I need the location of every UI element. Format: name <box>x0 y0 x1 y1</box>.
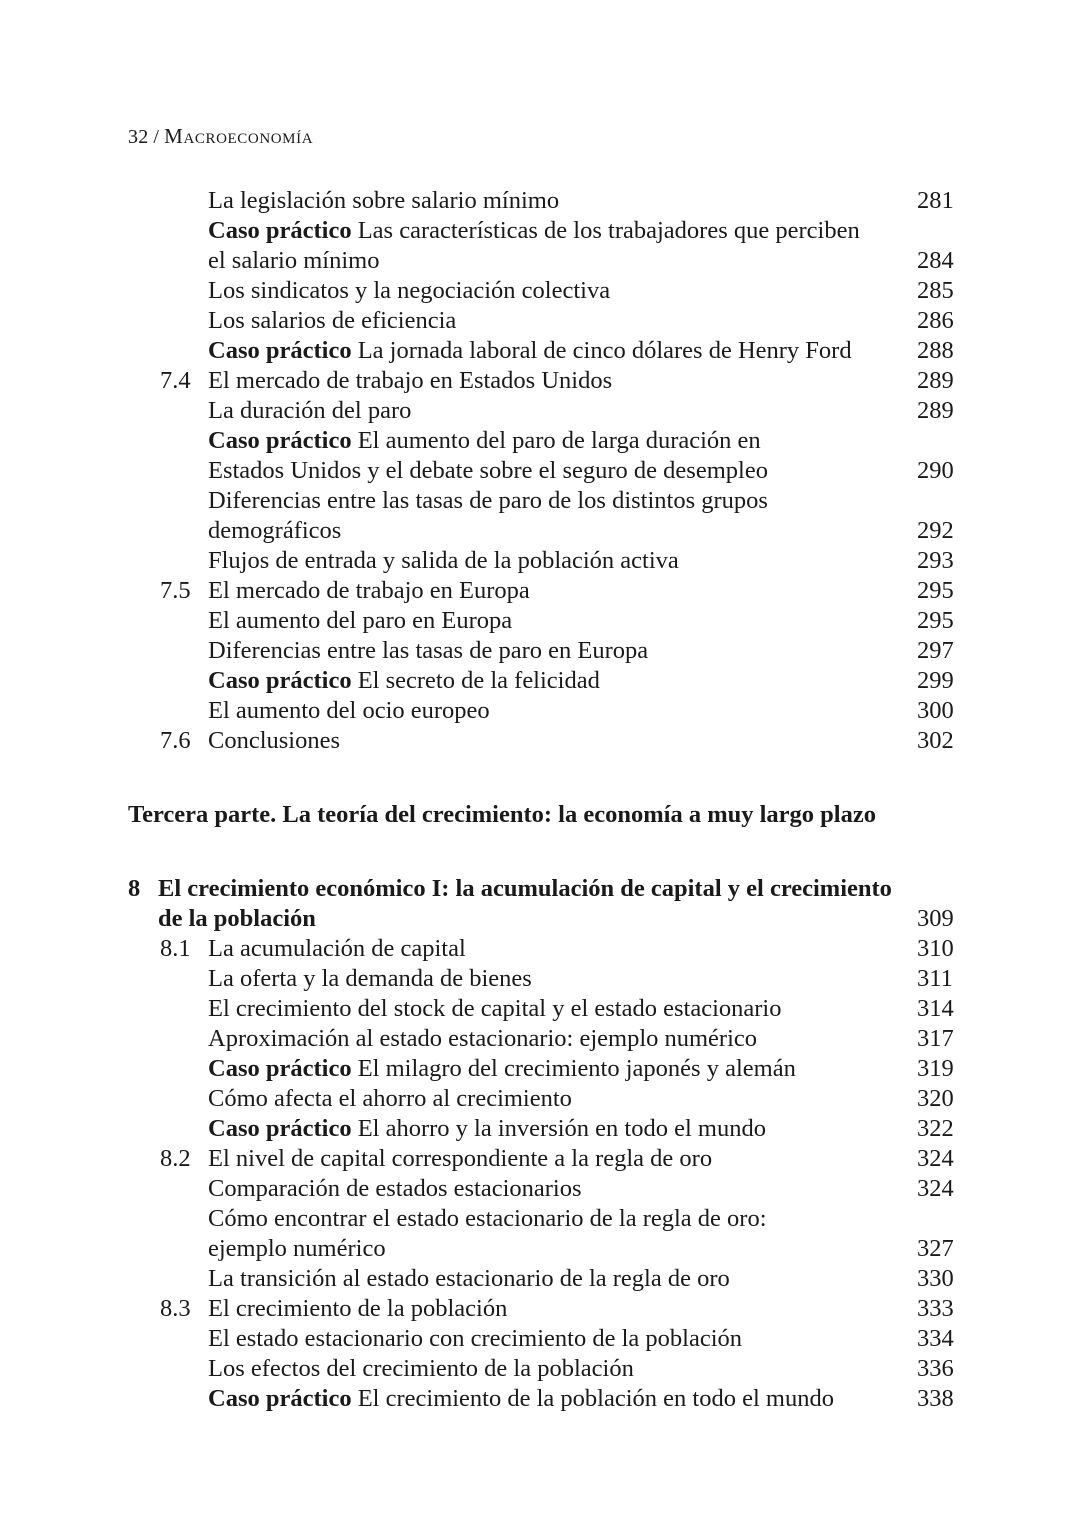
toc-section-number: 7.6 <box>160 727 191 754</box>
toc-row[interactable] <box>0 336 1080 366</box>
toc-row[interactable] <box>0 1054 1080 1084</box>
toc-row[interactable] <box>0 426 1080 456</box>
toc-entry-label: El estado estacionario con crecimiento de la población <box>208 1325 743 1352</box>
part-heading-label: Tercera parte. La teoría del crecimiento: la economía a muy largo plazo <box>128 801 876 828</box>
toc-page-number: 317 <box>917 1025 954 1052</box>
toc-section-chapter-7 <box>0 186 1080 756</box>
toc-row[interactable] <box>0 666 1080 696</box>
toc-row[interactable] <box>0 1174 1080 1204</box>
toc-entry-label: La legislación sobre salario mínimo <box>208 187 560 214</box>
toc-entry-label: Los salarios de eficiencia <box>208 307 457 334</box>
toc-page-number: 327 <box>917 1235 954 1262</box>
toc-row[interactable] <box>0 1024 1080 1054</box>
toc-entry-label: Caso práctico La jornada laboral de cinco dólares de Henry Ford <box>208 337 852 364</box>
book-title: Macroeconomía <box>164 124 314 148</box>
toc-page-number: 285 <box>917 277 954 304</box>
toc-page-number: 300 <box>917 697 954 724</box>
toc-entry-label: Estados Unidos y el debate sobre el seguro de desempleo <box>208 457 768 484</box>
toc-page-number: 333 <box>917 1295 954 1322</box>
toc-entry-label: La acumulación de capital <box>208 935 466 962</box>
toc-entry-label: Cómo afecta el ahorro al crecimiento <box>208 1085 572 1112</box>
toc-row[interactable] <box>0 1204 1080 1234</box>
toc-entry-label: Caso práctico El ahorro y la inversión en todo el mundo <box>208 1115 766 1142</box>
toc-row[interactable] <box>0 516 1080 546</box>
toc-entry-label: El crecimiento de la población <box>208 1295 508 1322</box>
toc-row[interactable] <box>0 486 1080 516</box>
toc-section-number: 8.2 <box>160 1145 191 1172</box>
toc-entry-label: El nivel de capital correspondiente a la regla de oro <box>208 1145 713 1172</box>
toc-row[interactable] <box>0 186 1080 216</box>
toc-row[interactable] <box>0 1324 1080 1354</box>
toc-entry-label: Caso práctico El milagro del crecimiento japonés y alemán <box>208 1055 796 1082</box>
running-head <box>128 124 313 149</box>
toc-row[interactable] <box>0 696 1080 726</box>
chapter-title-line-2: de la población <box>158 905 316 932</box>
toc-entry-label: Diferencias entre las tasas de paro en Europa <box>208 637 649 664</box>
toc-entry-label: Comparación de estados estacionarios <box>208 1175 582 1202</box>
toc-page-number: 284 <box>917 247 954 274</box>
toc-row[interactable] <box>0 726 1080 756</box>
page-folio: 32 <box>128 126 149 148</box>
toc-entry-label: El aumento del paro en Europa <box>208 607 513 634</box>
toc-page-number: 336 <box>917 1355 954 1382</box>
toc-row[interactable] <box>0 1234 1080 1264</box>
toc-page-number: 320 <box>917 1085 954 1112</box>
case-study-lead: Caso práctico <box>208 1385 352 1412</box>
toc-row[interactable] <box>0 216 1080 246</box>
toc-entry-label: El mercado de trabajo en Europa <box>208 577 530 604</box>
case-study-lead: Caso práctico <box>208 427 352 454</box>
toc-row[interactable] <box>0 964 1080 994</box>
case-study-lead: Caso práctico <box>208 337 352 364</box>
toc-row[interactable] <box>0 366 1080 396</box>
toc-page-number: 290 <box>917 457 954 484</box>
toc-entry-label: La transición al estado estacionario de la regla de oro <box>208 1265 730 1292</box>
toc-row[interactable] <box>0 306 1080 336</box>
toc-page-number: 311 <box>917 965 953 992</box>
toc-row[interactable] <box>0 396 1080 426</box>
toc-section-number: 8.3 <box>160 1295 191 1322</box>
toc-page-number: 289 <box>917 367 954 394</box>
toc-page-number: 310 <box>917 935 954 962</box>
toc-entry-label: Diferencias entre las tasas de paro de los distintos grupos <box>208 487 768 514</box>
toc-page-number: 330 <box>917 1265 954 1292</box>
table-of-contents <box>0 186 1080 1414</box>
toc-entry-label: El aumento del ocio europeo <box>208 697 490 724</box>
toc-entry-label: demográficos <box>208 517 342 544</box>
toc-row[interactable] <box>0 1384 1080 1414</box>
toc-page-number: 338 <box>917 1385 954 1412</box>
case-study-lead: Caso práctico <box>208 667 352 694</box>
toc-row[interactable] <box>0 1354 1080 1384</box>
spacer-before-chapter-heading <box>0 830 1080 874</box>
toc-entry-label: Caso práctico Las características de los trabajadores que perciben <box>208 217 860 244</box>
chapter-number: 8 <box>128 875 141 902</box>
toc-page-number: 288 <box>917 337 954 364</box>
toc-row[interactable] <box>0 1114 1080 1144</box>
toc-row[interactable] <box>0 1084 1080 1114</box>
toc-page-number: 286 <box>917 307 954 334</box>
case-study-lead: Caso práctico <box>208 1055 352 1082</box>
toc-page-number: 295 <box>917 607 954 634</box>
toc-entry-label: Caso práctico El secreto de la felicidad <box>208 667 600 694</box>
toc-page-number: 289 <box>917 397 954 424</box>
toc-row[interactable] <box>0 276 1080 306</box>
toc-entry-label: Los sindicatos y la negociación colectiva <box>208 277 611 304</box>
toc-page-number: 281 <box>917 187 954 214</box>
part-heading <box>0 800 1080 830</box>
toc-entry-label: Aproximación al estado estacionario: ejemplo numérico <box>208 1025 758 1052</box>
toc-page-number: 299 <box>917 667 954 694</box>
toc-entry-label: ejemplo numérico <box>208 1235 386 1262</box>
toc-page-number: 334 <box>917 1325 954 1352</box>
toc-entry-label: Los efectos del crecimiento de la población <box>208 1355 634 1382</box>
chapter-page-number: 309 <box>917 905 954 932</box>
toc-section-number: 7.5 <box>160 577 191 604</box>
toc-page-number: 293 <box>917 547 954 574</box>
spacer-before-part-heading <box>0 756 1080 800</box>
toc-entry-label: La oferta y la demanda de bienes <box>208 965 532 992</box>
toc-entry-label: El mercado de trabajo en Estados Unidos <box>208 367 613 394</box>
toc-page-number: 324 <box>917 1175 954 1202</box>
chapter-heading[interactable] <box>0 874 1080 904</box>
toc-page-number: 322 <box>917 1115 954 1142</box>
toc-row[interactable] <box>0 934 1080 964</box>
toc-row[interactable] <box>0 1294 1080 1324</box>
toc-row[interactable] <box>0 606 1080 636</box>
running-head-separator: / <box>153 126 160 148</box>
toc-entry-label: Conclusiones <box>208 727 341 754</box>
toc-row[interactable] <box>0 1264 1080 1294</box>
toc-entry-label: La duración del paro <box>208 397 412 424</box>
toc-entry-label: Flujos de entrada y salida de la población activa <box>208 547 679 574</box>
toc-entry-label: Caso práctico El aumento del paro de larga duración en <box>208 427 761 454</box>
toc-page-number: 295 <box>917 577 954 604</box>
toc-row[interactable] <box>0 456 1080 486</box>
toc-entry-label: Cómo encontrar el estado estacionario de la regla de oro: <box>208 1205 767 1232</box>
case-study-lead: Caso práctico <box>208 217 352 244</box>
toc-row[interactable] <box>0 576 1080 606</box>
toc-page-number: 292 <box>917 517 954 544</box>
toc-entry-label: Caso práctico El crecimiento de la población en todo el mundo <box>208 1385 834 1412</box>
toc-page-number: 314 <box>917 995 954 1022</box>
toc-section-number: 8.1 <box>160 935 191 962</box>
toc-entry-label: el salario mínimo <box>208 247 380 274</box>
case-study-lead: Caso práctico <box>208 1115 352 1142</box>
toc-row[interactable] <box>0 636 1080 666</box>
toc-row[interactable] <box>0 994 1080 1024</box>
toc-row[interactable] <box>0 1144 1080 1174</box>
chapter-heading-continuation[interactable] <box>0 904 1080 934</box>
toc-page-number: 324 <box>917 1145 954 1172</box>
toc-section-chapter-8 <box>0 934 1080 1414</box>
toc-row[interactable] <box>0 546 1080 576</box>
toc-page-number: 302 <box>917 727 954 754</box>
chapter-title-line-1: El crecimiento económico I: la acumulación de capital y el crecimiento <box>158 875 892 902</box>
toc-entry-label: El crecimiento del stock de capital y el estado estacionario <box>208 995 782 1022</box>
toc-page-number: 319 <box>917 1055 954 1082</box>
toc-page-number: 297 <box>917 637 954 664</box>
toc-section-number: 7.4 <box>160 367 191 394</box>
toc-row[interactable] <box>0 246 1080 276</box>
